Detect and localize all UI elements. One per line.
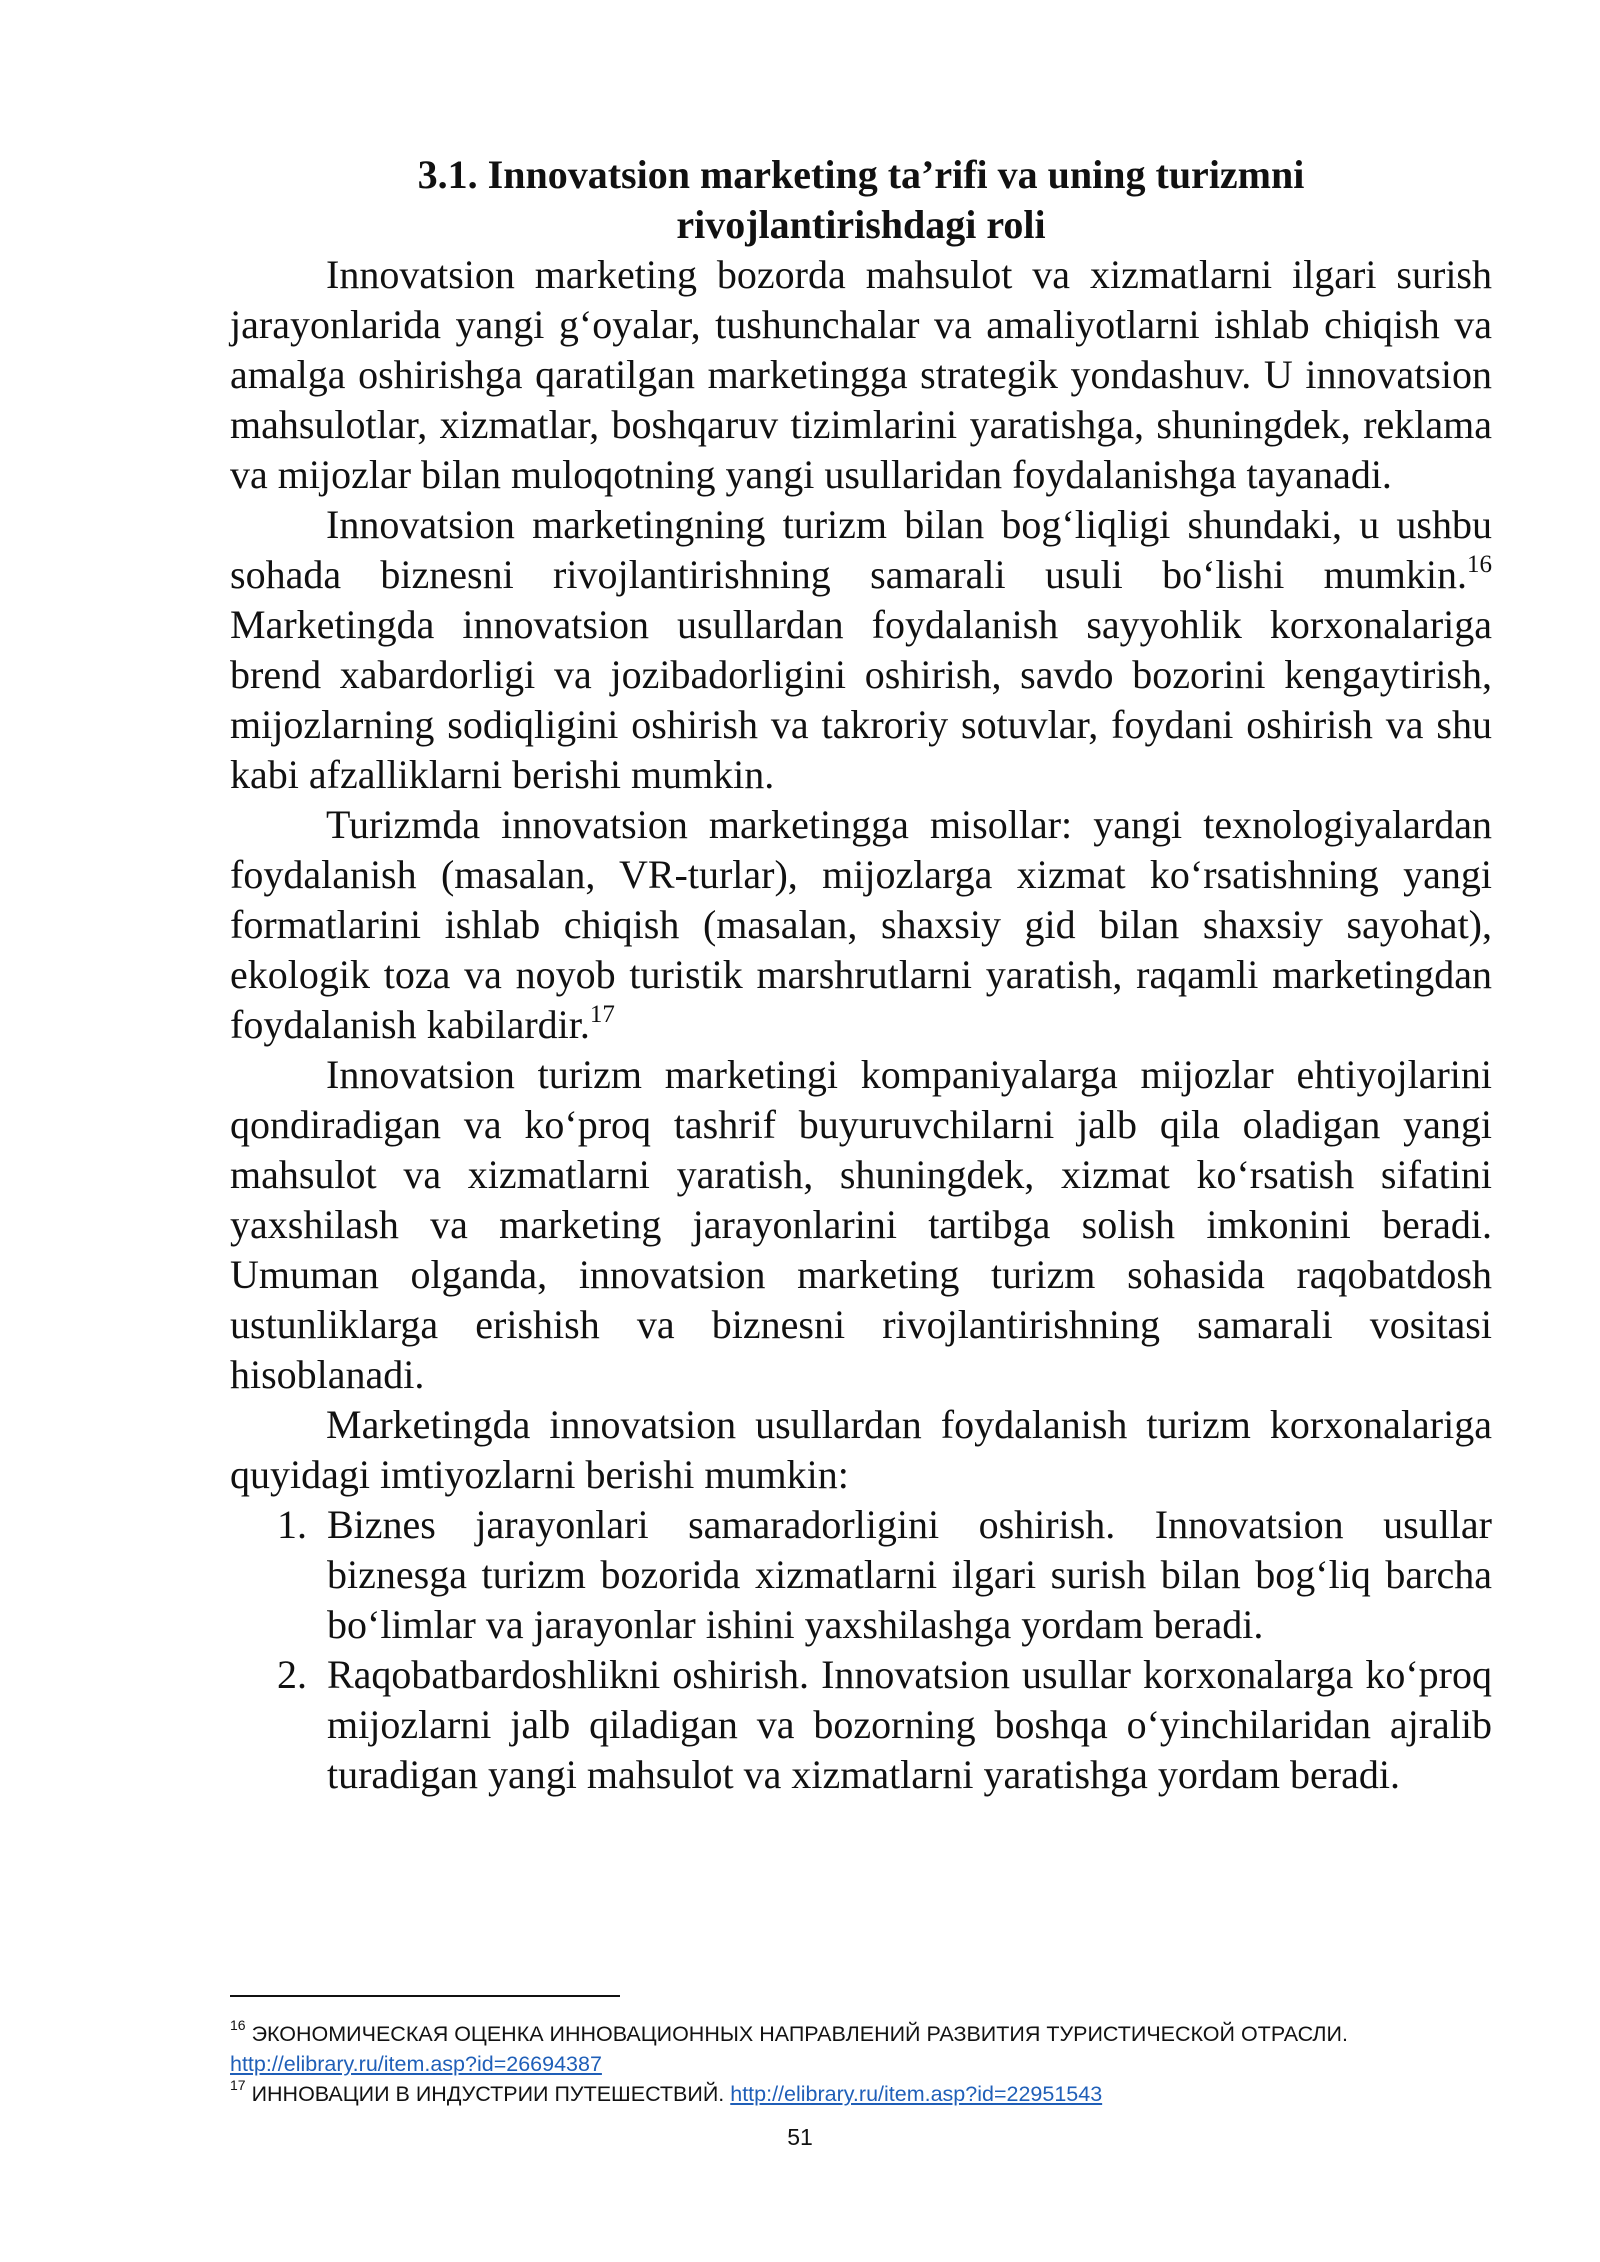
- footnote-number: 16: [230, 2016, 246, 2033]
- footnote-link[interactable]: http://elibrary.ru/item.asp?id=26694387: [230, 2052, 602, 2076]
- paragraph-1: Innovatsion marketing bozorda mahsulot va xizmatlarni ilgari surish jarayonlarida yangi g‘oyalar, tushunchalar va amaliyotlarni ishlab chiqish va amalga oshirishga qaratilgan marketingga strategik yondashuv. U innovatsion mahsulotlar, xizmatlar, boshqaruv tizimlarini yaratishga, shuningdek, reklama va mijozlar bilan muloqotning yangi usullaridan foydalanishga tayanadi.: [230, 252, 1492, 497]
- benefits-list: [230, 1500, 1492, 1800]
- list-item-number: 1.: [277, 1502, 307, 1547]
- list-item-text: Raqobatbardoshlikni oshirish. Innovatsion usullar korxonalarga ko‘proq mijozlarni jalb qiladigan va bozorning boshqa o‘yinchilaridan ajralib turadigan yangi mahsulot va xizmatlarni yaratishga yordam beradi.: [327, 1652, 1492, 1797]
- footnote-16: [230, 2016, 1492, 2079]
- list-item-number: 2.: [277, 1652, 307, 1697]
- footnote-separator: [230, 1995, 620, 1997]
- section-heading-line-1: 3.1. Innovatsion marketing ta’rifi va uning turizmni: [417, 152, 1305, 197]
- paragraph-5: Marketingda innovatsion usullardan foydalanish turizm korxonalariga quyidagi imtiyozlarni berishi mumkin:: [230, 1402, 1492, 1497]
- page-body: [230, 150, 1492, 1800]
- footnotes: [230, 1995, 1492, 2109]
- list-item: [230, 1650, 1492, 1800]
- footnote-text: ЭКОНОМИЧЕСКАЯ ОЦЕНКА ИННОВАЦИОННЫХ НАПРАВЛЕНИЙ РАЗВИТИЯ ТУРИСТИЧЕСКОЙ ОТРАСЛИ.: [251, 2022, 1348, 2046]
- footnote-text: ИННОВАЦИИ В ИНДУСТРИИ ПУТЕШЕСТВИЙ.: [251, 2082, 725, 2106]
- footnote-ref-17[interactable]: 17: [589, 1000, 615, 1028]
- footnote-number: 17: [230, 2076, 246, 2093]
- list-item-text: Biznes jarayonlari samaradorligini oshirish. Innovatsion usullar biznesga turizm bozorida xizmatlarni ilgari surish bilan bog‘liq barcha bo‘limlar va jarayonlar ishini yaxshilashga yordam beradi.: [327, 1502, 1492, 1647]
- paragraph-3: [230, 800, 1492, 1050]
- footnote-17: [230, 2076, 1492, 2109]
- paragraph-2-text-before: Innovatsion marketingning turizm bilan bog‘liqligi shundaki, u ushbu sohada biznesni rivojlantirishning samarali usuli bo‘lishi mumkin.: [230, 502, 1492, 597]
- paragraph-2: [230, 500, 1492, 800]
- section-heading-line-2: rivojlantirishdagi roli: [676, 202, 1046, 247]
- paragraph-4: Innovatsion turizm marketingi kompaniyalarga mijozlar ehtiyojlarini qondiradigan va ko‘proq tashrif buyuruvchilarni jalb qila oladigan yangi mahsulot va xizmatlarni yaratish, shuningdek, xizmat ko‘rsatish sifatini yaxshilash va marketing jarayonlarini tartibga solish imkonini beradi. Umuman olganda, innovatsion marketing turizm sohasida raqobatdosh ustunliklarga erishish va biznesni rivojlantirishning samarali vositasi hisoblanadi.: [230, 1052, 1492, 1397]
- list-item: [230, 1500, 1492, 1650]
- paragraph-3-text: Turizmda innovatsion marketingga misollar: yangi texnologiyalardan foydalanish (masalan, VR-turlar), mijozlarga xizmat ko‘rsatishning yangi formatlarini ishlab chiqish (masalan, shaxsiy gid bilan shaxsiy sayohat), ekologik toza va noyob turistik marshrutlarni yaratish, raqamli marketingdan foydalanish kabilardir.: [230, 802, 1492, 1047]
- footnote-link[interactable]: http://elibrary.ru/item.asp?id=22951543: [730, 2082, 1103, 2106]
- footnote-ref-16[interactable]: 16: [1467, 550, 1492, 578]
- section-heading: [230, 150, 1492, 250]
- paragraph-2-text-after: Marketingda innovatsion usullardan foydalanish sayyohlik korxonalariga brend xabardorligi va jozibadorligini oshirish, savdo bozorini kengaytirish, mijozlarning sodiqligini oshirish va takroriy sotuvlar, foydani oshirish va shu kabi afzalliklarni berishi mumkin.: [230, 602, 1492, 797]
- page-number: 51: [787, 2124, 813, 2150]
